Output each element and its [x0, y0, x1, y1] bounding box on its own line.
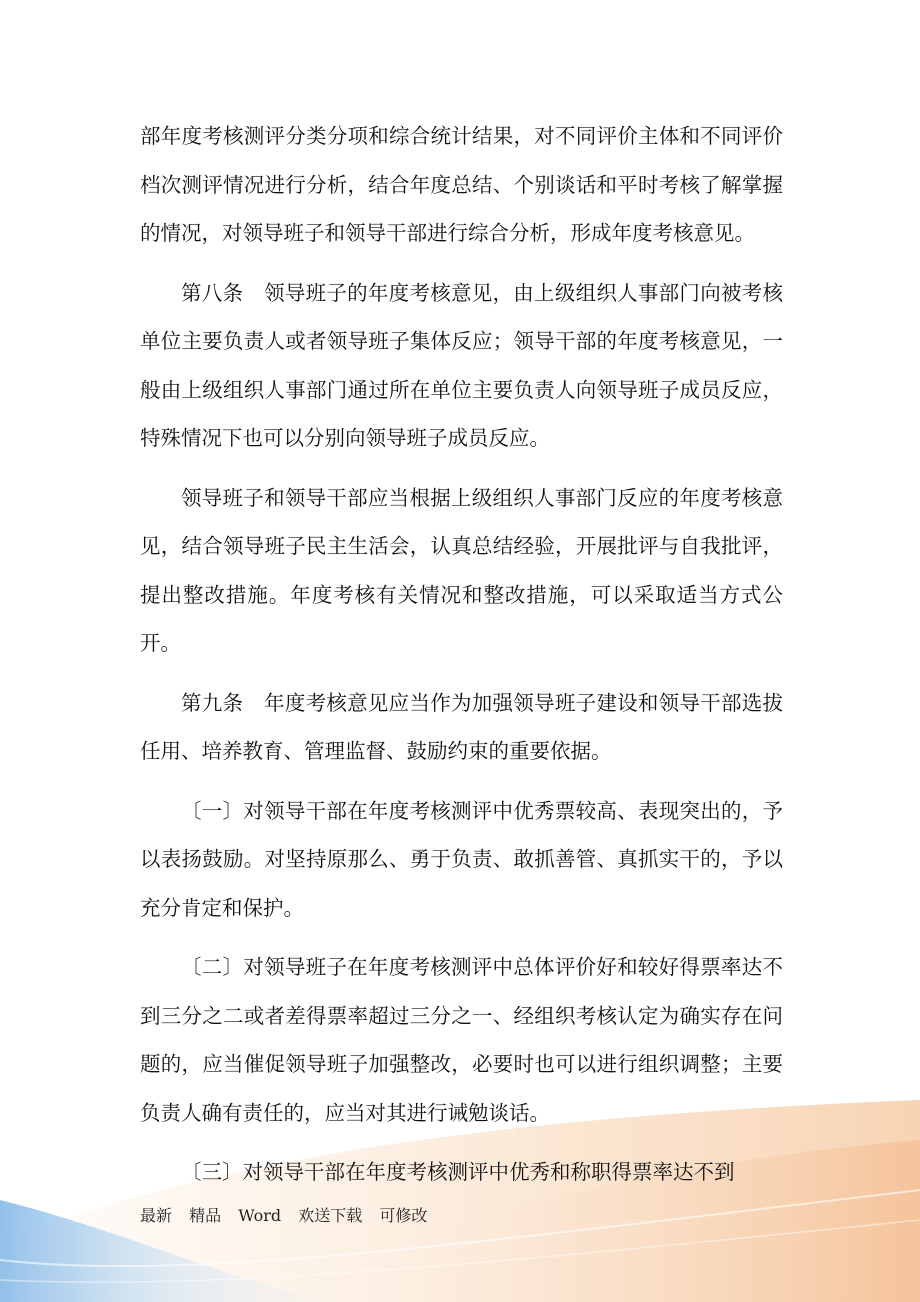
footer-label-word: Word: [238, 1206, 282, 1225]
footer-label-quality: 精品: [189, 1206, 222, 1225]
document-body: [140, 112, 783, 1208]
paragraph-rectification: 领导班子和领导干部应当根据上级组织人事部门反应的年度考核意见，结合领导班子民主生活会，认真总结经验，开展批评与自我批评，提出整改措施。年度考核有关情况和整改措施，可以采取适当方式公开。: [140, 485, 783, 655]
page-footer: [140, 1203, 439, 1226]
paragraph-item-1: 〔一〕对领导干部在年度考核测评中优秀票较高、表现突出的，予以表扬鼓励。对坚持原那么、勇于负责、敢抓善管、真抓实干的，予以充分肯定和保护。: [140, 798, 783, 920]
footer-label-download: 欢送下载: [298, 1206, 363, 1225]
paragraph-continuation: 部年度考核测评分类分项和综合统计结果，对不同评价主体和不同评价档次测评情况进行分析，结合年度总结、个别谈话和平时考核了解掌握的情况，对领导班子和领导干部进行综合分析，形成年度考核意见。: [140, 124, 783, 245]
paragraph-item-3: 〔三〕对领导干部在年度考核测评中优秀和称职得票率达不到: [181, 1160, 735, 1184]
paragraph-article-8: 第八条 领导班子的年度考核意见，由上级组织人事部门向被考核单位主要负责人或者领导班子集体反应；领导干部的年度考核意见，一般由上级组织人事部门通过所在单位主要负责人向领导班子成员反应，特殊情况下也可以分别向领导班子成员反应。: [140, 280, 783, 450]
footer-label-editable: 可修改: [379, 1206, 428, 1225]
paragraph-item-2: 〔二〕对领导班子在年度考核测评中总体评价好和较好得票率达不到三分之二或者差得票率超过三分之一、经组织考核认定为确实存在问题的，应当催促领导班子加强整改，必要时也可以进行组织调整；主要负责人确有责任的，应当对其进行诫勉谈话。: [140, 955, 783, 1125]
footer-label-latest: 最新: [140, 1206, 173, 1225]
paragraph-article-9: 第九条 年度考核意见应当作为加强领导班子建设和领导干部选拔任用、培养教育、管理监督、鼓励约束的重要依据。: [140, 690, 783, 763]
